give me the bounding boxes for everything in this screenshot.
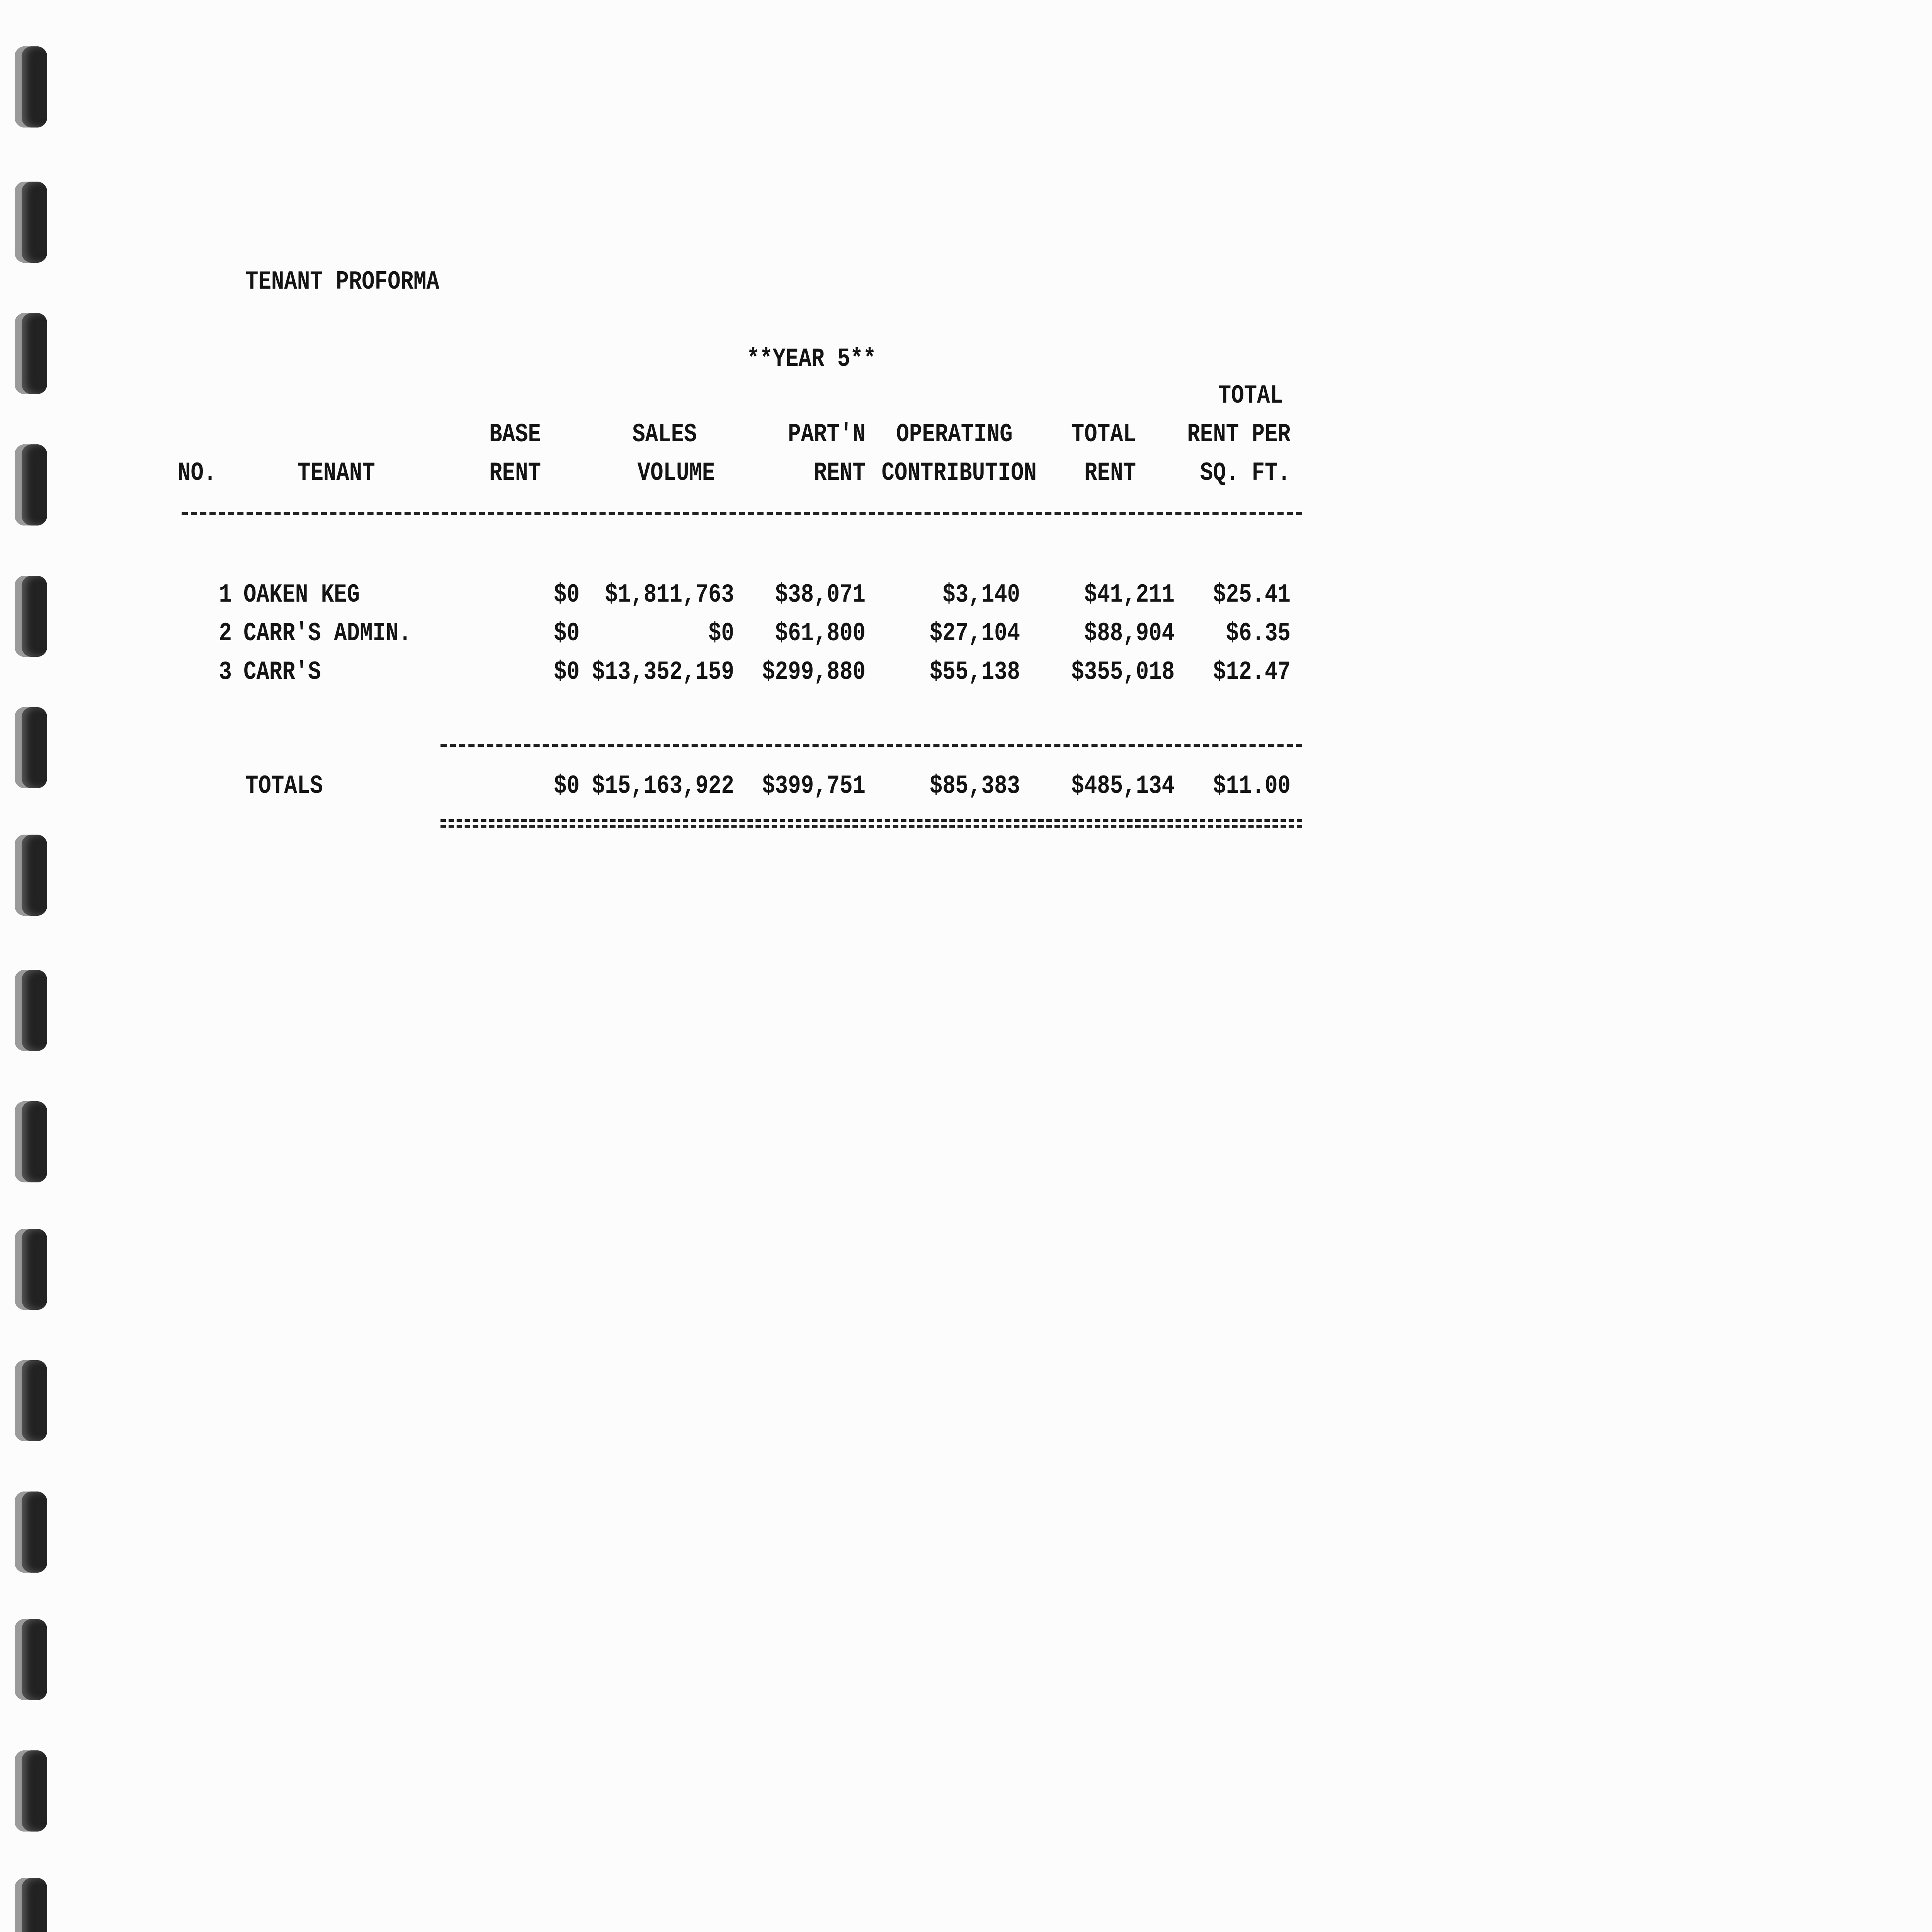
binder-hole [15, 970, 47, 1051]
header-total-rent-line1: TOTAL [1071, 420, 1136, 449]
row-total-rent: $41,211 [1084, 580, 1175, 610]
row-no: 2 [219, 619, 232, 648]
header-base-rent-line2: RENT [489, 458, 541, 488]
header-operating-contribution-line2: CONTRIBUTION [881, 458, 1037, 488]
binder-hole [15, 1619, 47, 1700]
binder-hole [15, 707, 47, 788]
binder-hole [15, 576, 47, 657]
row-operating-contribution: $3,140 [942, 580, 1020, 610]
totals-double-underline [440, 819, 1302, 828]
totals-rent-per-sqft: $11.00 [1213, 771, 1291, 801]
header-total-rent-per-sqft-line3: SQ. FT. [1200, 458, 1291, 488]
binder-hole [15, 1878, 47, 1932]
row-partn-rent: $38,071 [775, 580, 866, 610]
header-tenant: TENANT [298, 458, 375, 488]
header-sales-volume-line1: SALES [632, 420, 697, 449]
row-tenant: OAKEN KEG [243, 580, 360, 610]
row-operating-contribution: $27,104 [929, 619, 1020, 648]
totals-divider [440, 744, 1302, 747]
binder-hole [15, 1750, 47, 1832]
row-total-rent: $355,018 [1071, 657, 1175, 687]
totals-label: TOTALS [245, 771, 323, 801]
row-no: 3 [219, 657, 232, 687]
header-total-rent-line2: RENT [1084, 458, 1136, 488]
header-total-rent-per-sqft-line1: TOTAL [1218, 381, 1283, 411]
row-partn-rent: $299,880 [762, 657, 866, 687]
totals-base-rent: $0 [554, 771, 580, 801]
row-operating-contribution: $55,138 [929, 657, 1020, 687]
page-title: TENANT PROFORMA [245, 267, 439, 297]
binder-hole [15, 1492, 47, 1573]
binder-hole [15, 313, 47, 394]
row-rent-per-sqft: $12.47 [1213, 657, 1291, 687]
binder-hole [15, 46, 47, 128]
binder-hole [15, 1101, 47, 1182]
header-partn-rent-line1: PART'N [788, 420, 866, 449]
totals-partn-rent: $399,751 [762, 771, 866, 801]
header-total-rent-per-sqft-line2: RENT PER [1187, 420, 1291, 449]
row-no: 1 [219, 580, 232, 610]
row-base-rent: $0 [554, 619, 580, 648]
header-sales-volume-line2: VOLUME [637, 458, 715, 488]
header-divider [182, 512, 1302, 515]
totals-operating-contribution: $85,383 [929, 771, 1020, 801]
row-tenant: CARR'S ADMIN. [243, 619, 412, 648]
row-sales-volume: $0 [708, 619, 734, 648]
row-base-rent: $0 [554, 657, 580, 687]
header-base-rent-line1: BASE [489, 420, 541, 449]
totals-total-rent: $485,134 [1071, 771, 1175, 801]
row-rent-per-sqft: $6.35 [1226, 619, 1291, 648]
totals-sales-volume: $15,163,922 [592, 771, 734, 801]
year-heading: **YEAR 5** [747, 344, 876, 374]
row-base-rent: $0 [554, 580, 580, 610]
binder-hole [15, 1360, 47, 1441]
binder-hole [15, 1229, 47, 1310]
header-partn-rent-line2: RENT [814, 458, 866, 488]
row-rent-per-sqft: $25.41 [1213, 580, 1291, 610]
row-total-rent: $88,904 [1084, 619, 1175, 648]
row-tenant: CARR'S [243, 657, 321, 687]
binder-hole [15, 835, 47, 916]
binder-hole [15, 182, 47, 263]
row-partn-rent: $61,800 [775, 619, 866, 648]
header-no: NO. [178, 458, 217, 488]
binder-hole [15, 444, 47, 526]
header-operating-contribution-line1: OPERATING [896, 420, 1013, 449]
row-sales-volume: $1,811,763 [605, 580, 734, 610]
row-sales-volume: $13,352,159 [592, 657, 734, 687]
binder-holes [0, 0, 62, 1932]
